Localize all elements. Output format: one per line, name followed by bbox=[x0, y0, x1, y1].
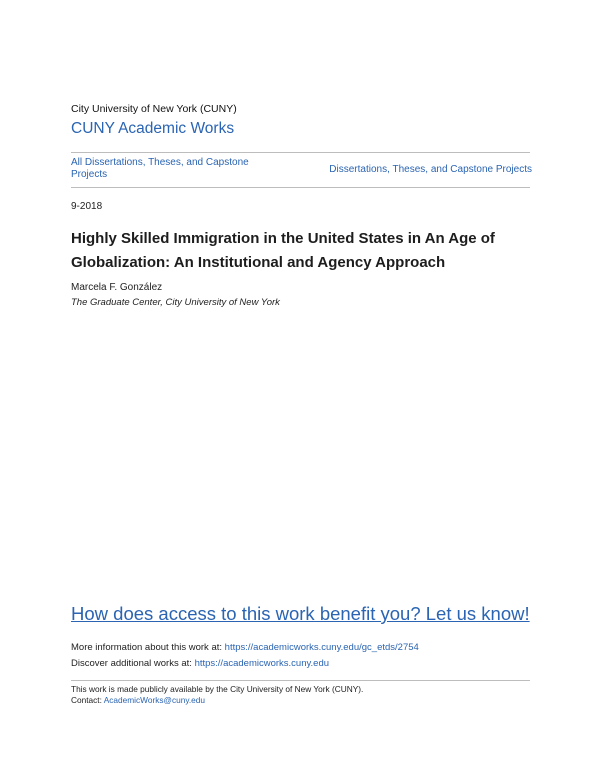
discover-line bbox=[71, 658, 329, 669]
footer-divider bbox=[71, 680, 530, 681]
institution-name: City University of New York (CUNY) bbox=[71, 103, 237, 115]
more-info-label: More information about this work at: bbox=[71, 642, 225, 653]
contact-label: Contact: bbox=[71, 695, 104, 705]
feedback-link[interactable]: How does access to this work benefit you? Let us know! bbox=[71, 603, 530, 624]
availability-notice: This work is made publicly available by the City University of New York (CUNY). bbox=[71, 684, 364, 694]
author-name: Marcela F. González bbox=[71, 282, 163, 293]
contact-email-link[interactable]: AcademicWorks@cuny.edu bbox=[103, 695, 206, 705]
discover-label: Discover additional works at: bbox=[71, 658, 195, 669]
more-info-line bbox=[71, 642, 419, 653]
collection-link-all[interactable]: All Dissertations, Theses, and Capstone Projects bbox=[71, 157, 249, 180]
author-affiliation: The Graduate Center, City University of New York bbox=[71, 297, 280, 308]
work-url-link[interactable]: https://academicworks.cuny.edu/gc_etds/2754 bbox=[224, 642, 419, 653]
repository-link[interactable]: CUNY Academic Works bbox=[71, 120, 235, 137]
header-divider bbox=[71, 152, 530, 153]
document-title: Highly Skilled Immigration in the United States in An Age of Globalization: An Institutional and Agency Approach bbox=[71, 230, 495, 271]
collection-link-dissertations[interactable]: Dissertations, Theses, and Capstone Projects bbox=[329, 164, 532, 175]
repository-url-link[interactable]: https://academicworks.cuny.edu bbox=[194, 658, 330, 669]
collections-divider bbox=[71, 187, 530, 188]
publication-date: 9-2018 bbox=[71, 201, 103, 212]
contact-line bbox=[71, 695, 205, 705]
